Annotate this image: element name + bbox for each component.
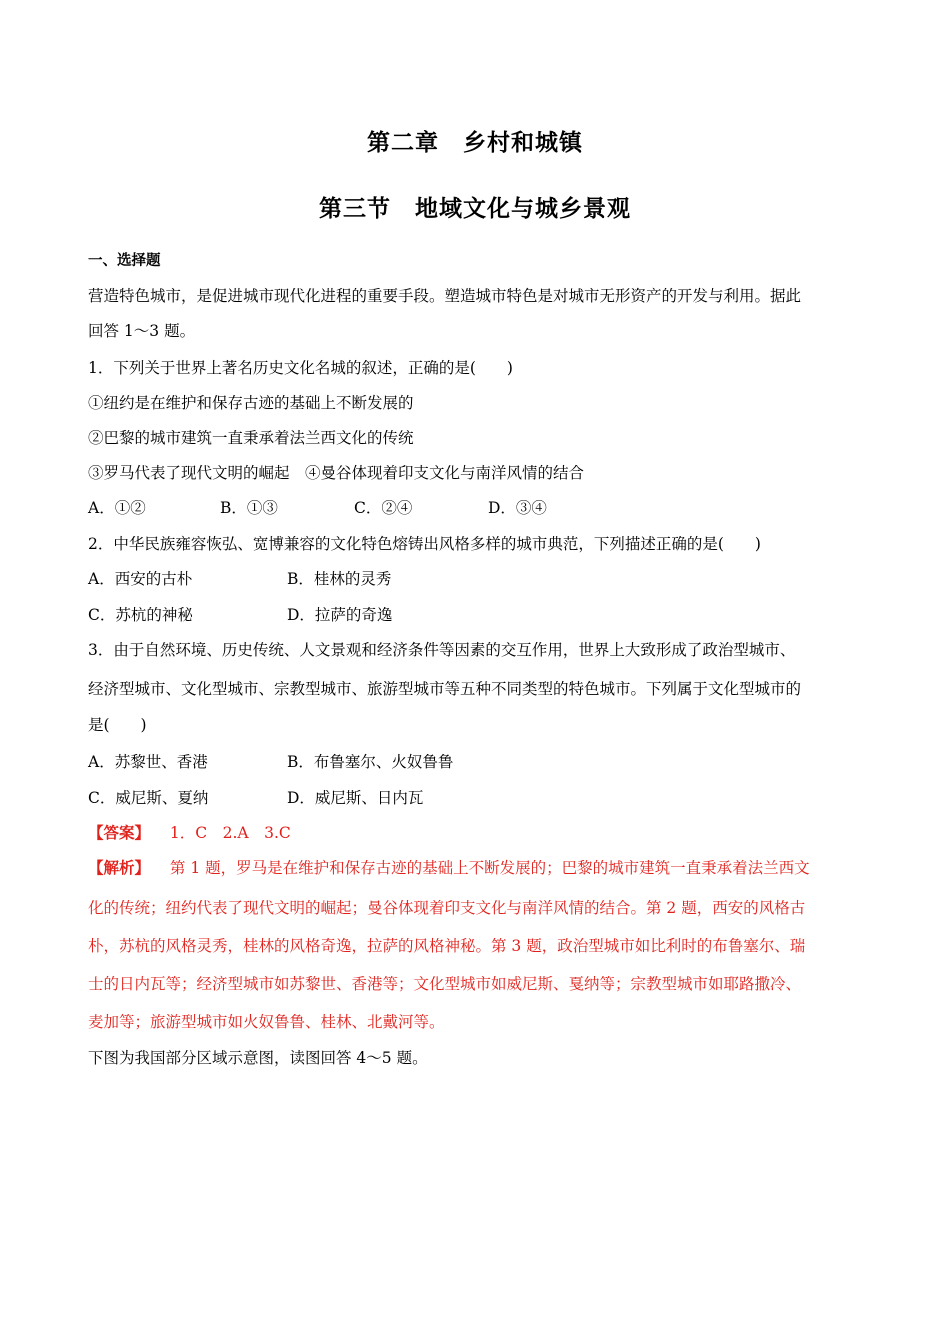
question-3-option-d: D．威尼斯、日内瓦 xyxy=(287,789,424,807)
question-3-stem-line-2: 经济型城市、文化型城市、宗教型城市、旅游型城市等五种不同类型的特色城市。下列属于文化型城市的 xyxy=(88,680,802,698)
next-question-intro: 下图为我国部分区域示意图，读图回答 4～5 题。 xyxy=(88,1049,428,1067)
part-heading: 一、选择题 xyxy=(88,252,161,269)
question-3-option-c: C．威尼斯、夏纳 xyxy=(88,789,209,807)
chapter-title: 第二章 乡村和城镇 xyxy=(367,129,583,156)
question-3-stem-line-1: 3．由于自然环境、历史传统、人文景观和经济条件等因素的交互作用，世界上大致形成了政治型城市、 xyxy=(88,641,796,659)
answer-tag: 【答案】 xyxy=(88,823,151,842)
question-1-stem: 1．下列关于世界上著名历史文化名城的叙述，正确的是( ) xyxy=(88,359,513,377)
analysis-line-1 xyxy=(88,856,810,878)
question-3-stem-line-3: 是( ) xyxy=(88,716,147,734)
question-2-stem: 2．中华民族雍容恢弘、宽博兼容的文化特色熔铸出风格多样的城市典范，下列描述正确的是( ) xyxy=(88,535,761,553)
answer-line xyxy=(88,821,291,843)
question-1-statement-2: ②巴黎的城市建筑一直秉承着法兰西文化的传统 xyxy=(88,429,414,447)
question-2-option-b: B．桂林的灵秀 xyxy=(287,570,392,588)
question-1-option-d: D．③④ xyxy=(488,499,547,517)
question-1-option-a: A．①② xyxy=(88,499,146,517)
question-1-option-c: C．②④ xyxy=(354,499,413,517)
analysis-line-4: 士的日内瓦等；经济型城市如苏黎世、香港等；文化型城市如威尼斯、戛纳等；宗教型城市如耶路撒冷、 xyxy=(88,975,802,993)
analysis-tag: 【解析】 xyxy=(88,858,151,877)
question-2-option-d: D．拉萨的奇逸 xyxy=(287,606,393,624)
analysis-line-5: 麦加等；旅游型城市如火奴鲁鲁、桂林、北戴河等。 xyxy=(88,1013,445,1031)
analysis-text-1: 第 1 题，罗马是在维护和保存古迹的基础上不断发展的；巴黎的城市建筑一直秉承着法兰西文 xyxy=(169,859,810,877)
question-2-option-a: A．西安的古朴 xyxy=(88,570,193,588)
question-3-option-b: B．布鲁塞尔、火奴鲁鲁 xyxy=(287,753,454,771)
question-1-statement-3: ③罗马代表了现代文明的崛起 ④曼谷体现着印支文化与南洋风情的结合 xyxy=(88,464,585,482)
question-2-option-c: C．苏杭的神秘 xyxy=(88,606,193,624)
question-3-option-a: A．苏黎世、香港 xyxy=(88,753,208,771)
answer-text: 1．C 2.A 3.C xyxy=(169,824,291,842)
section-title: 第三节 地域文化与城乡景观 xyxy=(319,195,631,222)
question-1-statement-1: ①纽约是在维护和保存古迹的基础上不断发展的 xyxy=(88,394,414,412)
intro-line-2: 回答 1～3 题。 xyxy=(88,322,196,340)
analysis-line-2: 化的传统；纽约代表了现代文明的崛起；曼谷体现着印支文化与南洋风情的结合。第 2 题，西安的风格古 xyxy=(88,899,806,917)
intro-line-1: 营造特色城市，是促进城市现代化进程的重要手段。塑造城市特色是对城市无形资产的开发与利用。据此 xyxy=(88,287,802,305)
question-1-option-b: B．①③ xyxy=(220,499,278,517)
analysis-line-3: 朴，苏杭的风格灵秀，桂林的风格奇逸，拉萨的风格神秘。第 3 题，政治型城市如比利时的布鲁塞尔、瑞 xyxy=(88,937,806,955)
